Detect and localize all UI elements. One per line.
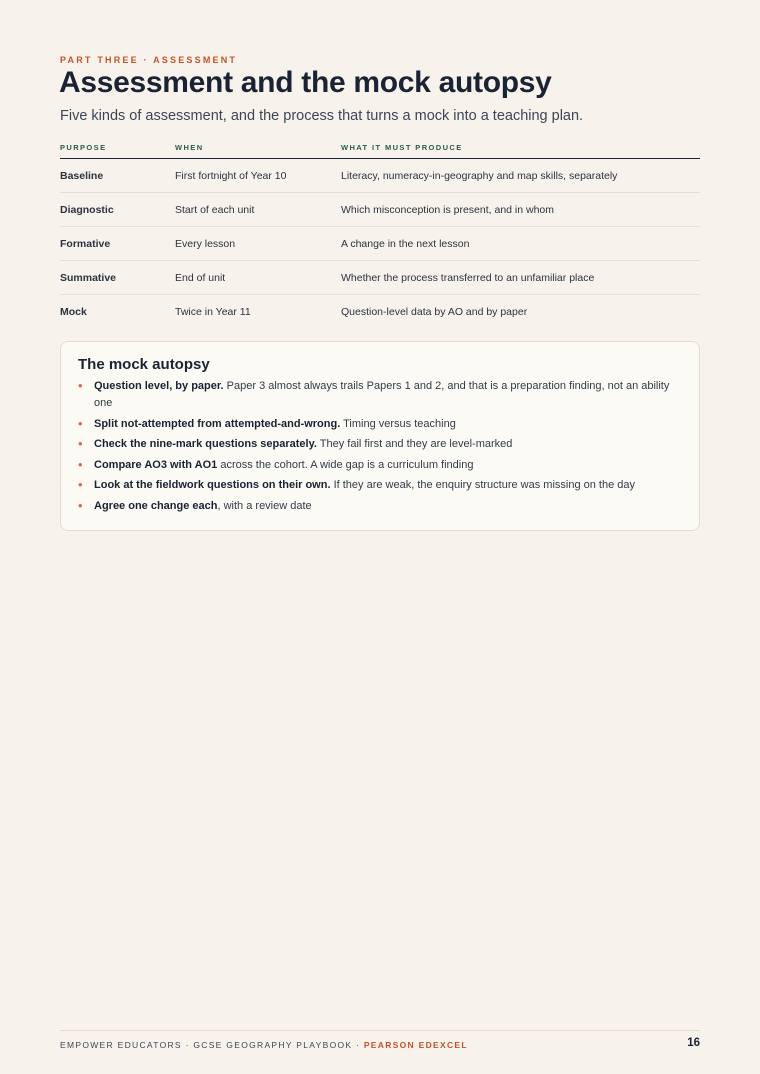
table-row [60, 295, 700, 329]
item-text: across the cohort. A wide gap is a curriculum finding [217, 458, 474, 471]
bullet-icon: • [78, 456, 83, 472]
section-eyebrow: PART THREE · ASSESSMENT [60, 55, 238, 65]
table-row [60, 227, 700, 261]
card-heading: The mock autopsy [78, 356, 210, 373]
footer-brand: PEARSON EDEXCEL [363, 1040, 468, 1050]
autopsy-list [78, 378, 682, 515]
list-item [78, 457, 682, 474]
cell-produce: Which misconception is present, and in whom [341, 193, 700, 227]
page-title: Assessment and the mock autopsy [59, 66, 552, 99]
cell-purpose: Baseline [60, 159, 175, 193]
bullet-icon: • [78, 415, 83, 431]
list-item [78, 498, 682, 515]
bullet-icon: • [78, 497, 83, 513]
list-item [78, 436, 682, 453]
cell-when: Every lesson [175, 227, 341, 261]
cell-produce: Literacy, numeracy-in-geography and map skills, separately [341, 159, 700, 193]
item-text: Timing versus teaching [340, 417, 456, 430]
item-lead: Question level, by paper. [94, 380, 224, 392]
bullet-icon: • [78, 436, 83, 451]
item-lead: Compare AO3 with AO1 [94, 458, 218, 471]
column-header-when: WHEN [175, 141, 341, 159]
cell-when: First fortnight of Year 10 [175, 159, 341, 193]
cell-when: End of unit [175, 261, 341, 295]
cell-purpose: Diagnostic [60, 193, 175, 227]
list-item [78, 477, 682, 494]
item-text: , with a review date [217, 499, 312, 512]
item-text: If they are weak, the enquiry structure was missing on the day [330, 479, 635, 491]
item-text: They fail first and they are level-marked [316, 438, 513, 450]
item-text: Paper 3 almost always trails Papers 1 and 2, and that is a preparation finding, not an ability one [94, 380, 670, 409]
footer-text: EMPOWER EDUCATORS · GCSE GEOGRAPHY PLAYBOOK · [60, 1040, 364, 1050]
cell-produce: Question-level data by AO and by paper [341, 305, 528, 318]
page-subtitle: Five kinds of assessment, and the process that turns a mock into a teaching plan. [60, 108, 584, 124]
table-row [60, 261, 700, 295]
list-item [78, 416, 682, 433]
table-row [60, 159, 700, 193]
bullet-icon: • [78, 378, 83, 393]
mock-autopsy-card [60, 341, 700, 531]
footer-divider [60, 1030, 700, 1031]
item-lead: Agree one change each [94, 499, 218, 512]
list-item [78, 378, 682, 412]
column-header-purpose: PURPOSE [60, 141, 175, 159]
cell-purpose: Formative [60, 227, 175, 261]
item-lead: Check the nine-mark questions separately. [94, 438, 317, 450]
column-header-produce: WHAT IT MUST PRODUCE [341, 141, 700, 159]
page-number: 16 [687, 1037, 700, 1049]
footer [60, 1040, 700, 1050]
item-lead: Look at the fieldwork questions on their own. [94, 479, 331, 491]
cell-purpose: Mock [60, 305, 87, 318]
bullet-icon: • [78, 477, 83, 492]
cell-when: Start of each unit [175, 193, 341, 227]
item-lead: Split not-attempted from attempted-and-wrong. [94, 417, 341, 430]
assessment-table [60, 141, 700, 328]
cell-produce: Whether the process transferred to an unfamiliar place [341, 261, 700, 295]
cell-produce: A change in the next lesson [341, 227, 700, 261]
cell-when: Twice in Year 11 [175, 305, 251, 318]
table-row [60, 193, 700, 227]
table-header-row [60, 141, 700, 159]
cell-purpose: Summative [60, 261, 175, 295]
